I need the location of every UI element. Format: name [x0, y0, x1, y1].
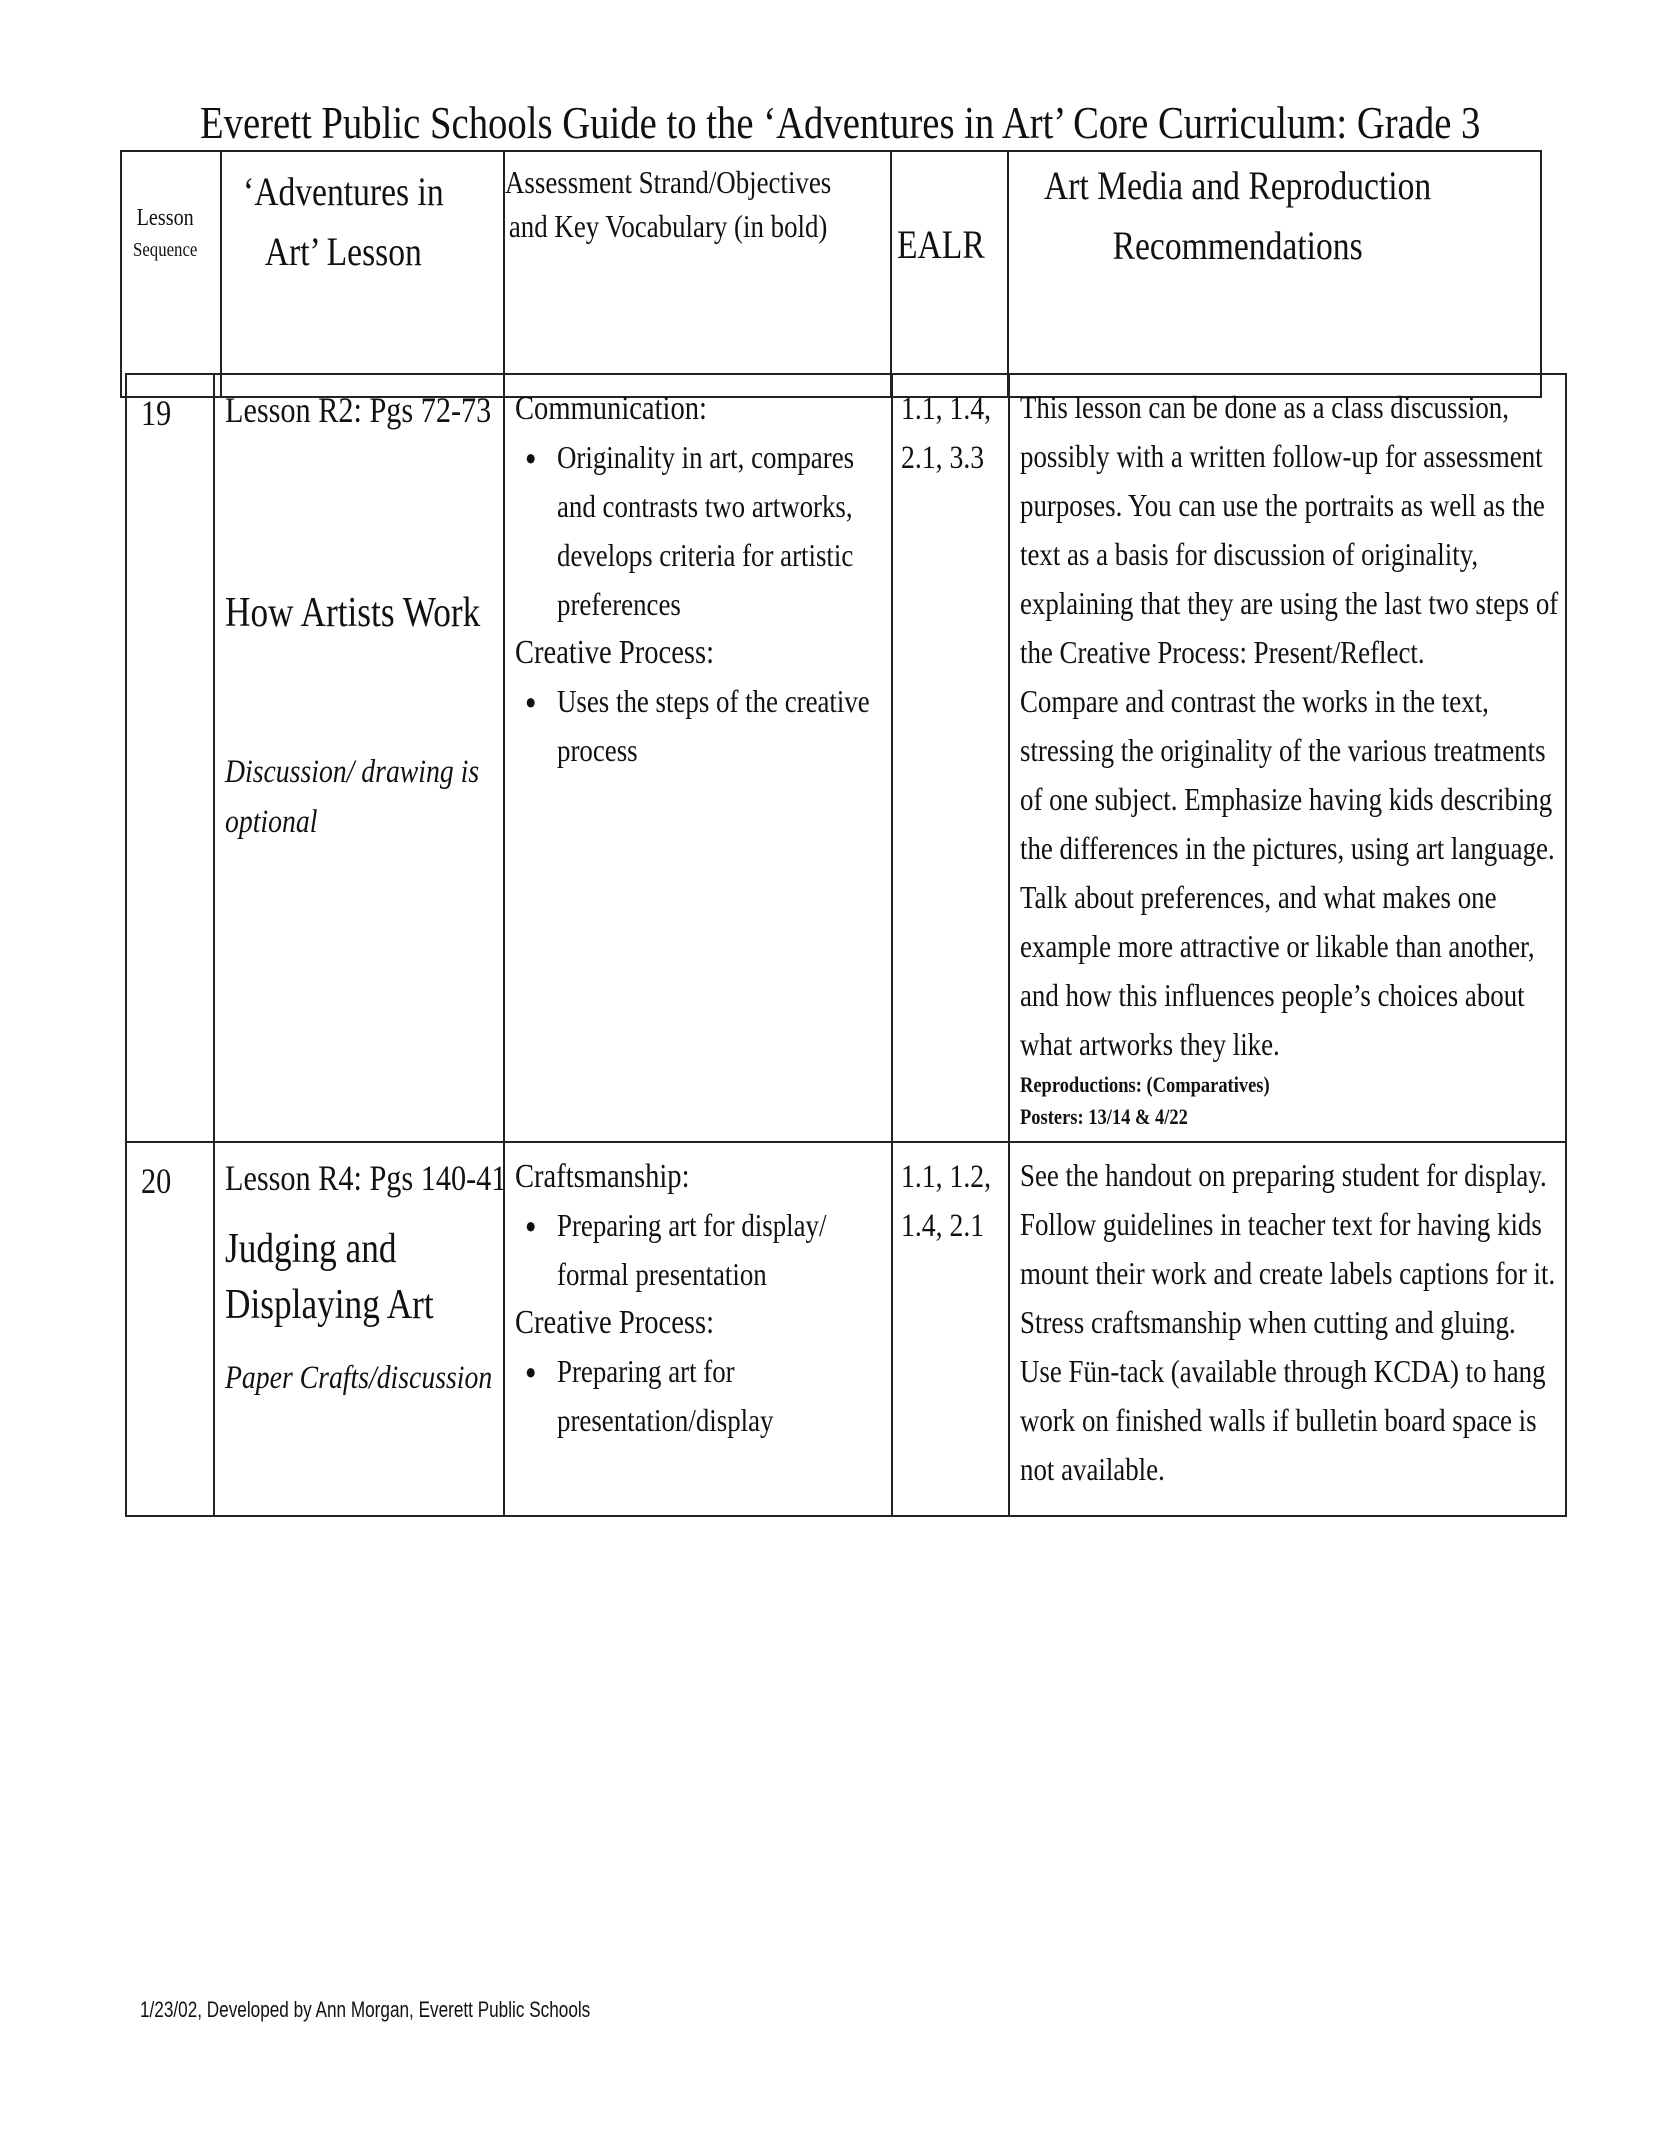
page-title: Everett Public Schools Guide to the ‘Adventures in Art’ Core Curriculum: Grade 3	[200, 98, 1481, 148]
table-row	[126, 1142, 1566, 1516]
strand-heading: Creative Process:	[515, 634, 715, 671]
footer-credit: 1/23/02, Developed by Ann Morgan, Everett Public Schools	[140, 1997, 591, 2022]
ealr-cell: 1.1, 1.2, 1.4, 2.1	[892, 1142, 1009, 1516]
lesson-name: Displaying Art	[225, 1282, 434, 1328]
table-row	[126, 374, 1566, 1142]
strand-cell	[504, 374, 892, 1142]
lesson-sequence: 20	[126, 1142, 214, 1516]
lessons-table	[125, 373, 1567, 1517]
lesson-ref: Lesson R2: Pgs 72-73	[225, 390, 492, 430]
strand-heading: Craftsmanship:	[515, 1158, 690, 1195]
lesson-sequence: 19	[126, 374, 214, 1142]
recommendations-cell: See the handout on preparing student for display. Follow guidelines in teacher text for having kids mount their work and create labels captions for it. Stress craftsmanship when cutting and gluing. Use Fün-tack (available through KCDA) to hang work on finished walls if bulletin board space is not available.	[1009, 1142, 1566, 1516]
lesson-ref: Lesson R4: Pgs 140-41	[225, 1158, 507, 1198]
lesson-note: Discussion/ drawing is	[225, 754, 480, 790]
lesson-cell	[214, 1142, 507, 1516]
list-item: ● Preparing art for display/ formal presentation	[515, 1201, 821, 1299]
strand-heading: Communication:	[515, 390, 707, 427]
posters-note: Posters: 13/14 & 4/22	[1020, 1104, 1188, 1129]
lesson-note: optional	[225, 804, 318, 840]
list-item: ● Originality in art, compares and contrasts two artworks, develops criteria for artistic preferences	[515, 433, 821, 629]
list-item: ● Uses the steps of the creative process	[515, 677, 821, 775]
header-assessment-strand: Assessment Strand/Objectives and Key Vocabulary (in bold)	[504, 151, 891, 397]
lesson-note: Paper Crafts/discussion	[225, 1360, 493, 1396]
header-ealr: EALR	[891, 151, 1008, 397]
header-art-media: Art Media and Reproduction Recommendations	[1008, 151, 1541, 397]
bullet-icon: ●	[525, 1359, 537, 1384]
bullet-icon: ●	[525, 1213, 537, 1238]
header-adventures-lesson: ‘Adventures in Art’ Lesson	[221, 151, 504, 397]
bullet-icon: ●	[525, 445, 537, 470]
list-item: ● Preparing art for presentation/display	[515, 1347, 821, 1445]
bullet-icon: ●	[525, 689, 537, 714]
lesson-name: Judging and	[225, 1226, 397, 1272]
recommendations-cell: This lesson can be done as a class discussion, possibly with a written follow-up for assessment purposes. You can use the portraits as well as the text as a basis for discussion of originality, explaining that they are using the last two steps of the Creative Process: Present/Reflect. Compare and contrast the works in the text, stressing the originality of the various treatments of one subject. Emphasize having kids describing the differences in the pictures, using art language. Talk about preferences, and what makes one example more attractive or likable than another, and how this influences people’s choices about what artworks they like. Reproductions: (Comparatives) Posters: 13/14 & 4/22	[1009, 374, 1566, 1142]
header-table	[120, 150, 1542, 398]
lesson-cell	[214, 374, 504, 1142]
ealr-cell: 1.1, 1.4, 2.1, 3.3	[892, 374, 1009, 1142]
lesson-name: How Artists Work	[225, 590, 481, 636]
strand-cell	[504, 1142, 892, 1516]
header-lesson-sequence: Lesson Sequence	[121, 151, 221, 397]
reproductions-note: Reproductions: (Comparatives)	[1020, 1072, 1270, 1097]
strand-heading: Creative Process:	[515, 1304, 715, 1341]
